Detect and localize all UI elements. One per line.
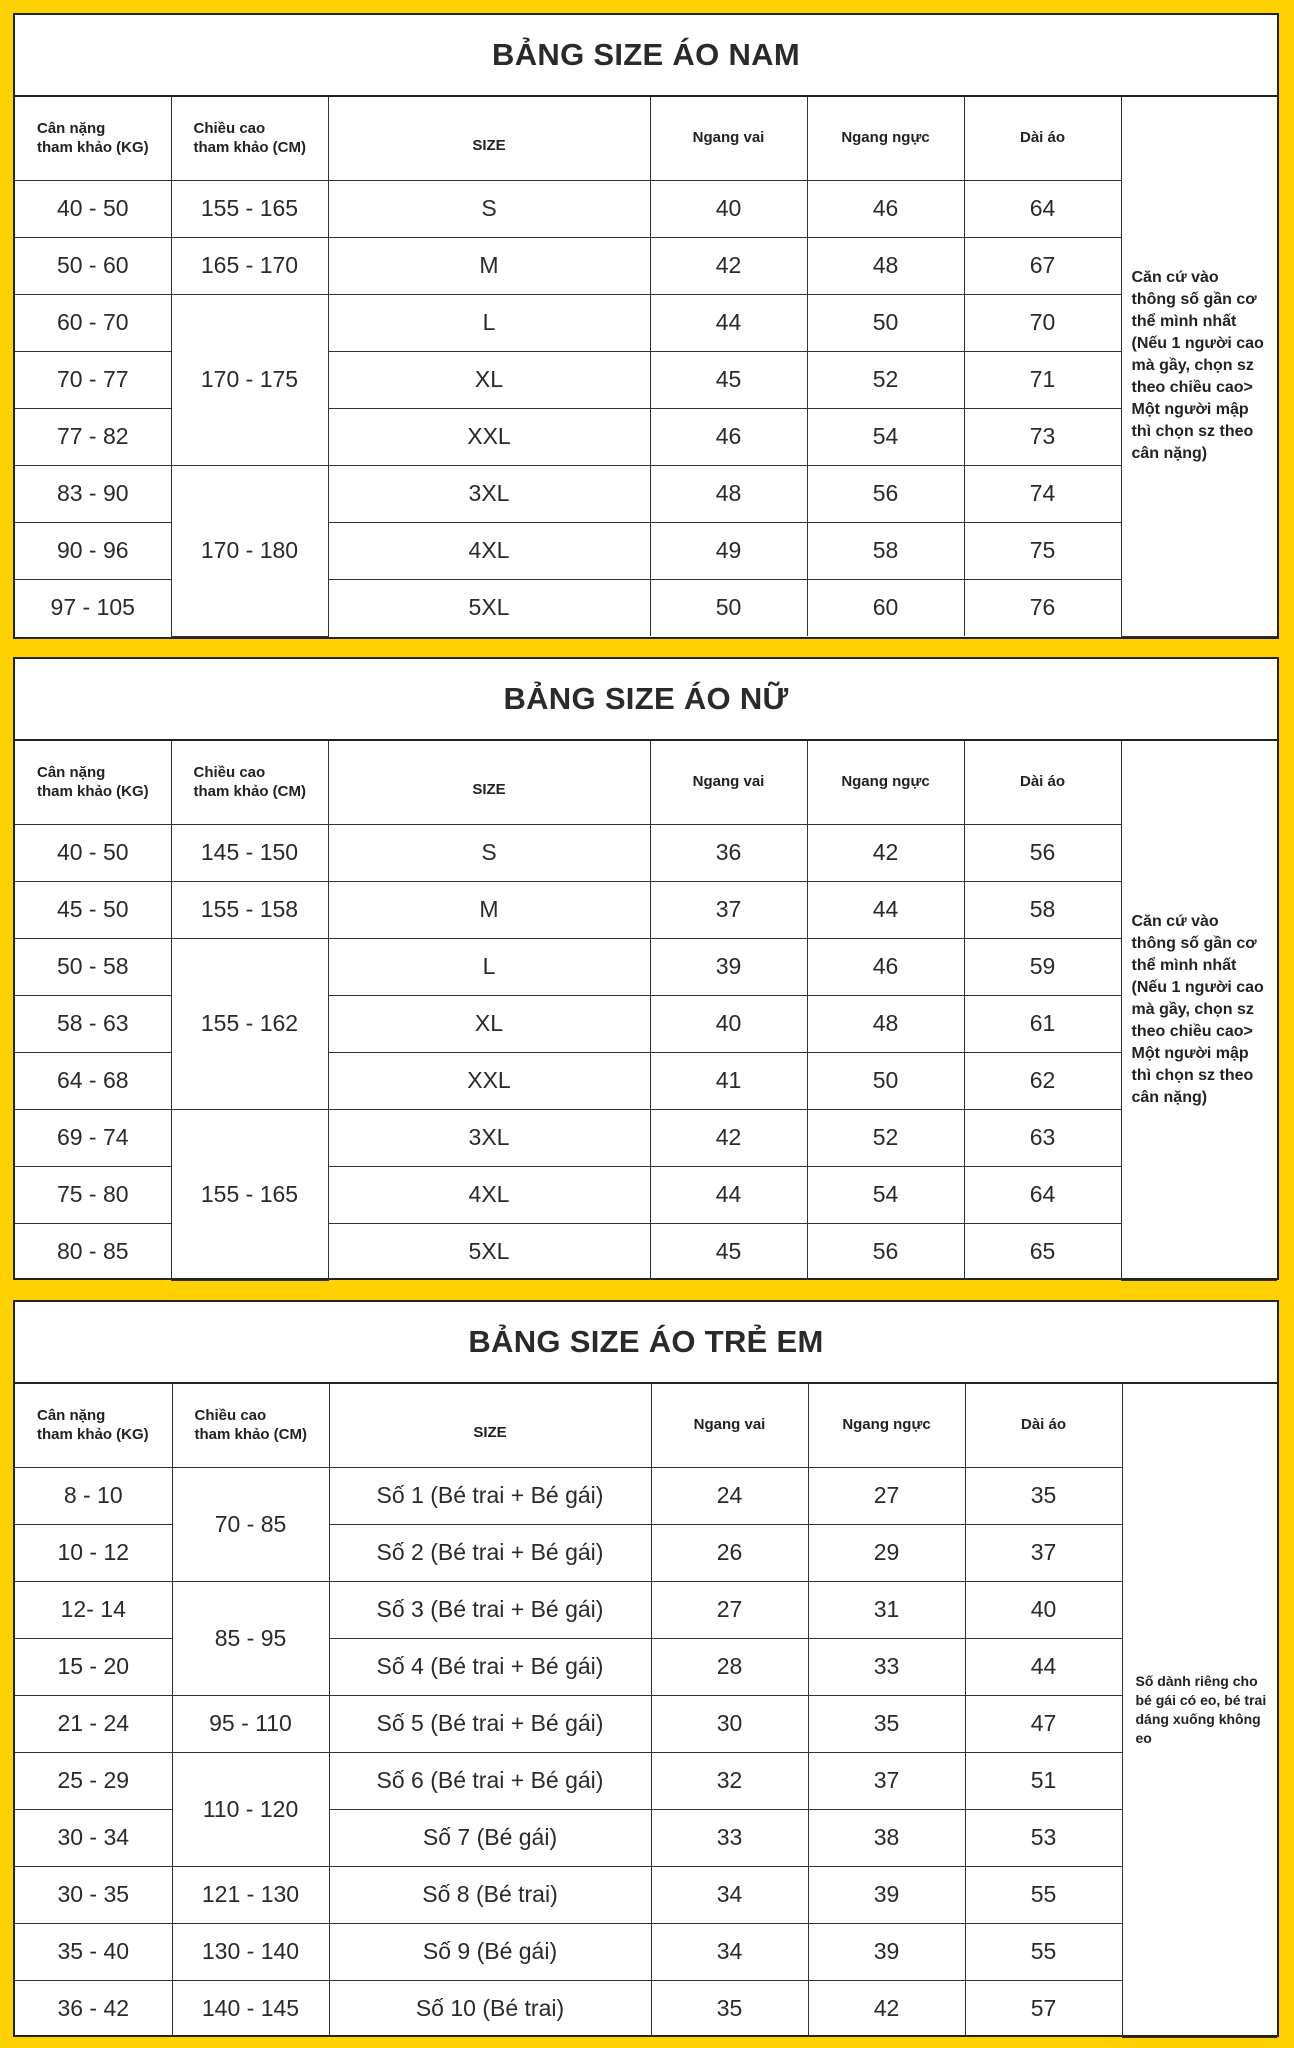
table-row bbox=[15, 1695, 1277, 1752]
table-row bbox=[15, 881, 1277, 938]
height-cell: 110 - 120 bbox=[172, 1752, 329, 1866]
header-size: SIZE bbox=[328, 741, 650, 824]
table-row bbox=[15, 1866, 1277, 1923]
length-cell: 73 bbox=[964, 408, 1121, 465]
height-cell: 130 - 140 bbox=[172, 1923, 329, 1980]
weight-cell: 30 - 35 bbox=[15, 1866, 172, 1923]
weight-cell: 69 - 74 bbox=[15, 1109, 171, 1166]
shoulder-cell: 44 bbox=[650, 294, 807, 351]
size-cell: Số 1 (Bé trai + Bé gái) bbox=[329, 1467, 651, 1524]
header-chest: Ngang ngực bbox=[807, 97, 964, 180]
height-cell: 95 - 110 bbox=[172, 1695, 329, 1752]
length-cell: 51 bbox=[965, 1752, 1122, 1809]
weight-cell: 77 - 82 bbox=[15, 408, 171, 465]
shoulder-cell: 34 bbox=[651, 1923, 808, 1980]
shoulder-cell: 42 bbox=[650, 237, 807, 294]
length-cell: 56 bbox=[964, 824, 1121, 881]
height-cell: 155 - 165 bbox=[171, 180, 328, 237]
weight-cell: 25 - 29 bbox=[15, 1752, 172, 1809]
length-cell: 35 bbox=[965, 1467, 1122, 1524]
weight-cell: 36 - 42 bbox=[15, 1980, 172, 2037]
header-length: Dài áo bbox=[965, 1384, 1122, 1467]
shoulder-cell: 45 bbox=[650, 351, 807, 408]
shoulder-cell: 48 bbox=[650, 465, 807, 522]
height-cell: 155 - 158 bbox=[171, 881, 328, 938]
height-cell: 85 - 95 bbox=[172, 1581, 329, 1695]
length-cell: 63 bbox=[964, 1109, 1121, 1166]
size-cell: S bbox=[328, 180, 650, 237]
size-cell: Số 6 (Bé trai + Bé gái) bbox=[329, 1752, 651, 1809]
header-weight: Cân nặng tham khảo (KG) bbox=[15, 97, 171, 180]
length-cell: 70 bbox=[964, 294, 1121, 351]
length-cell: 55 bbox=[965, 1923, 1122, 1980]
height-cell: 155 - 162 bbox=[171, 938, 328, 1109]
height-cell: 145 - 150 bbox=[171, 824, 328, 881]
header-size: SIZE bbox=[329, 1384, 651, 1467]
chest-cell: 48 bbox=[807, 995, 964, 1052]
weight-cell: 75 - 80 bbox=[15, 1166, 171, 1223]
weight-cell: 64 - 68 bbox=[15, 1052, 171, 1109]
chest-cell: 50 bbox=[807, 294, 964, 351]
size-cell: Số 10 (Bé trai) bbox=[329, 1980, 651, 2037]
size-cell: S bbox=[328, 824, 650, 881]
size-cell: Số 7 (Bé gái) bbox=[329, 1809, 651, 1866]
size-cell: Số 3 (Bé trai + Bé gái) bbox=[329, 1581, 651, 1638]
size-cell: 5XL bbox=[328, 579, 650, 636]
size-cell: XXL bbox=[328, 408, 650, 465]
size-cell: 4XL bbox=[328, 522, 650, 579]
chest-cell: 48 bbox=[807, 237, 964, 294]
weight-cell: 60 - 70 bbox=[15, 294, 171, 351]
shoulder-cell: 45 bbox=[650, 1223, 807, 1280]
height-cell: 155 - 165 bbox=[171, 1109, 328, 1280]
length-cell: 65 bbox=[964, 1223, 1121, 1280]
size-cell: M bbox=[328, 881, 650, 938]
height-cell: 165 - 170 bbox=[171, 237, 328, 294]
length-cell: 44 bbox=[965, 1638, 1122, 1695]
weight-cell: 58 - 63 bbox=[15, 995, 171, 1052]
size-cell: 3XL bbox=[328, 1109, 650, 1166]
weight-cell: 40 - 50 bbox=[15, 824, 171, 881]
length-cell: 74 bbox=[964, 465, 1121, 522]
chest-cell: 56 bbox=[807, 465, 964, 522]
shoulder-cell: 44 bbox=[650, 1166, 807, 1223]
shoulder-cell: 40 bbox=[650, 995, 807, 1052]
chest-cell: 46 bbox=[807, 938, 964, 995]
size-cell: 5XL bbox=[328, 1223, 650, 1280]
table-row bbox=[15, 180, 1277, 237]
kids-note: Số dành riêng cho bé gái có eo, bé trai dáng xuống không eo bbox=[1122, 1384, 1277, 2037]
header-height: Chiều cao tham khảo (CM) bbox=[171, 97, 328, 180]
shoulder-cell: 36 bbox=[650, 824, 807, 881]
men-size-table bbox=[15, 97, 1277, 637]
size-cell: Số 2 (Bé trai + Bé gái) bbox=[329, 1524, 651, 1581]
men-note: Căn cứ vào thông số gần cơ thể mình nhất (Nếu 1 người cao mà gầy, chọn sz theo chiều cao> Một người mập thì chọn sz theo cân nặng) bbox=[1121, 97, 1277, 636]
weight-cell: 45 - 50 bbox=[15, 881, 171, 938]
weight-cell: 97 - 105 bbox=[15, 579, 171, 636]
header-height: Chiều cao tham khảo (CM) bbox=[172, 1384, 329, 1467]
weight-cell: 50 - 60 bbox=[15, 237, 171, 294]
height-cell: 70 - 85 bbox=[172, 1467, 329, 1581]
header-height: Chiều cao tham khảo (CM) bbox=[171, 741, 328, 824]
chest-cell: 58 bbox=[807, 522, 964, 579]
shoulder-cell: 42 bbox=[650, 1109, 807, 1166]
chest-cell: 42 bbox=[807, 824, 964, 881]
length-cell: 37 bbox=[965, 1524, 1122, 1581]
length-cell: 71 bbox=[964, 351, 1121, 408]
height-cell: 170 - 180 bbox=[171, 465, 328, 636]
kids-size-section bbox=[13, 1300, 1279, 2037]
length-cell: 57 bbox=[965, 1980, 1122, 2037]
men-size-title: BẢNG SIZE ÁO NAM bbox=[15, 15, 1277, 97]
weight-cell: 12- 14 bbox=[15, 1581, 172, 1638]
shoulder-cell: 49 bbox=[650, 522, 807, 579]
weight-cell: 50 - 58 bbox=[15, 938, 171, 995]
weight-cell: 70 - 77 bbox=[15, 351, 171, 408]
table-row bbox=[15, 1467, 1277, 1524]
chest-cell: 52 bbox=[807, 351, 964, 408]
header-length: Dài áo bbox=[964, 97, 1121, 180]
women-size-table bbox=[15, 741, 1277, 1281]
header-size: SIZE bbox=[328, 97, 650, 180]
size-cell: Số 5 (Bé trai + Bé gái) bbox=[329, 1695, 651, 1752]
header-shoulder: Ngang vai bbox=[650, 741, 807, 824]
chest-cell: 33 bbox=[808, 1638, 965, 1695]
kids-size-table bbox=[15, 1384, 1277, 2038]
table-row bbox=[15, 938, 1277, 995]
shoulder-cell: 26 bbox=[651, 1524, 808, 1581]
header-shoulder: Ngang vai bbox=[651, 1384, 808, 1467]
chest-cell: 31 bbox=[808, 1581, 965, 1638]
weight-cell: 15 - 20 bbox=[15, 1638, 172, 1695]
weight-cell: 8 - 10 bbox=[15, 1467, 172, 1524]
table-row bbox=[15, 1923, 1277, 1980]
table-row bbox=[15, 294, 1277, 351]
length-cell: 61 bbox=[964, 995, 1121, 1052]
length-cell: 53 bbox=[965, 1809, 1122, 1866]
size-cell: Số 4 (Bé trai + Bé gái) bbox=[329, 1638, 651, 1695]
chest-cell: 37 bbox=[808, 1752, 965, 1809]
women-note: Căn cứ vào thông số gần cơ thể mình nhất (Nếu 1 người cao mà gầy, chọn sz theo chiều cao> Một người mập thì chọn sz theo cân nặng) bbox=[1121, 741, 1277, 1280]
chest-cell: 39 bbox=[808, 1866, 965, 1923]
kids-size-title: BẢNG SIZE ÁO TRẺ EM bbox=[15, 1302, 1277, 1384]
length-cell: 64 bbox=[964, 180, 1121, 237]
length-cell: 76 bbox=[964, 579, 1121, 636]
table-row bbox=[15, 1109, 1277, 1166]
shoulder-cell: 35 bbox=[651, 1980, 808, 2037]
size-cell: 4XL bbox=[328, 1166, 650, 1223]
shoulder-cell: 32 bbox=[651, 1752, 808, 1809]
chest-cell: 42 bbox=[808, 1980, 965, 2037]
shoulder-cell: 40 bbox=[650, 180, 807, 237]
table-row bbox=[15, 1581, 1277, 1638]
shoulder-cell: 50 bbox=[650, 579, 807, 636]
weight-cell: 90 - 96 bbox=[15, 522, 171, 579]
shoulder-cell: 46 bbox=[650, 408, 807, 465]
header-chest: Ngang ngực bbox=[808, 1384, 965, 1467]
size-cell: XXL bbox=[328, 1052, 650, 1109]
size-cell: L bbox=[328, 938, 650, 995]
chest-cell: 52 bbox=[807, 1109, 964, 1166]
shoulder-cell: 37 bbox=[650, 881, 807, 938]
length-cell: 55 bbox=[965, 1866, 1122, 1923]
length-cell: 62 bbox=[964, 1052, 1121, 1109]
size-cell: XL bbox=[328, 351, 650, 408]
shoulder-cell: 39 bbox=[650, 938, 807, 995]
chest-cell: 39 bbox=[808, 1923, 965, 1980]
height-cell: 170 - 175 bbox=[171, 294, 328, 465]
chest-cell: 56 bbox=[807, 1223, 964, 1280]
length-cell: 58 bbox=[964, 881, 1121, 938]
shoulder-cell: 41 bbox=[650, 1052, 807, 1109]
chest-cell: 27 bbox=[808, 1467, 965, 1524]
length-cell: 64 bbox=[964, 1166, 1121, 1223]
header-shoulder: Ngang vai bbox=[650, 97, 807, 180]
weight-cell: 30 - 34 bbox=[15, 1809, 172, 1866]
shoulder-cell: 30 bbox=[651, 1695, 808, 1752]
weight-cell: 35 - 40 bbox=[15, 1923, 172, 1980]
header-weight: Cân nặng tham khảo (KG) bbox=[15, 741, 171, 824]
shoulder-cell: 33 bbox=[651, 1809, 808, 1866]
weight-cell: 40 - 50 bbox=[15, 180, 171, 237]
shoulder-cell: 27 bbox=[651, 1581, 808, 1638]
header-chest: Ngang ngực bbox=[807, 741, 964, 824]
table-row bbox=[15, 1980, 1277, 2037]
length-cell: 40 bbox=[965, 1581, 1122, 1638]
size-cell: M bbox=[328, 237, 650, 294]
chest-cell: 50 bbox=[807, 1052, 964, 1109]
women-size-section bbox=[13, 657, 1279, 1280]
chest-cell: 38 bbox=[808, 1809, 965, 1866]
shoulder-cell: 24 bbox=[651, 1467, 808, 1524]
men-size-section bbox=[13, 13, 1279, 639]
size-cell: L bbox=[328, 294, 650, 351]
chest-cell: 54 bbox=[807, 1166, 964, 1223]
length-cell: 75 bbox=[964, 522, 1121, 579]
weight-cell: 80 - 85 bbox=[15, 1223, 171, 1280]
chest-cell: 35 bbox=[808, 1695, 965, 1752]
weight-cell: 21 - 24 bbox=[15, 1695, 172, 1752]
chest-cell: 44 bbox=[807, 881, 964, 938]
chest-cell: 29 bbox=[808, 1524, 965, 1581]
header-length: Dài áo bbox=[964, 741, 1121, 824]
height-cell: 121 - 130 bbox=[172, 1866, 329, 1923]
table-row bbox=[15, 1752, 1277, 1809]
table-row bbox=[15, 465, 1277, 522]
table-row bbox=[15, 237, 1277, 294]
weight-cell: 83 - 90 bbox=[15, 465, 171, 522]
size-cell: Số 9 (Bé gái) bbox=[329, 1923, 651, 1980]
chest-cell: 60 bbox=[807, 579, 964, 636]
size-cell: XL bbox=[328, 995, 650, 1052]
chest-cell: 46 bbox=[807, 180, 964, 237]
chest-cell: 54 bbox=[807, 408, 964, 465]
length-cell: 47 bbox=[965, 1695, 1122, 1752]
shoulder-cell: 34 bbox=[651, 1866, 808, 1923]
header-weight: Cân nặng tham khảo (KG) bbox=[15, 1384, 172, 1467]
length-cell: 59 bbox=[964, 938, 1121, 995]
height-cell: 140 - 145 bbox=[172, 1980, 329, 2037]
women-size-title: BẢNG SIZE ÁO NỮ bbox=[15, 659, 1277, 741]
size-cell: Số 8 (Bé trai) bbox=[329, 1866, 651, 1923]
shoulder-cell: 28 bbox=[651, 1638, 808, 1695]
size-cell: 3XL bbox=[328, 465, 650, 522]
length-cell: 67 bbox=[964, 237, 1121, 294]
weight-cell: 10 - 12 bbox=[15, 1524, 172, 1581]
table-row bbox=[15, 824, 1277, 881]
